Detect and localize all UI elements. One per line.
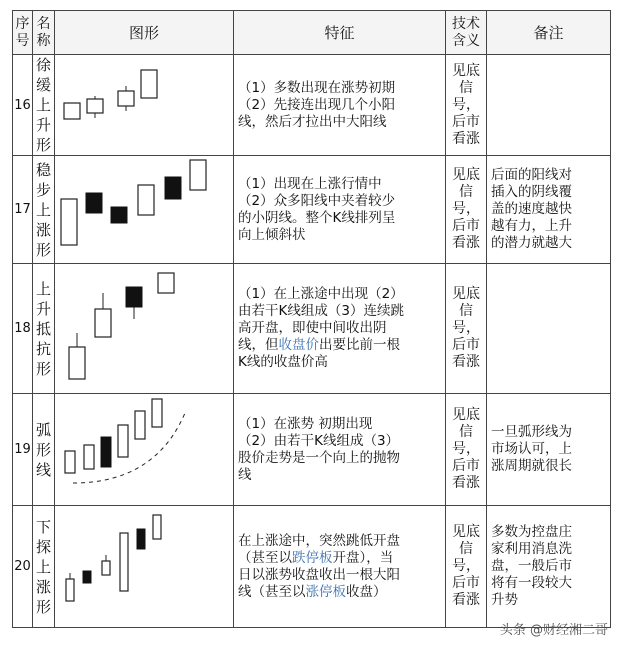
tech-meaning: 见底 信 号， 后市 看涨	[446, 394, 487, 506]
row-number: 20	[13, 506, 33, 628]
feature-text: 在上涨途中，突然跳低开盘 （甚至以跌停板开盘），当 日以涨势收盘收出一根大阳 线（甚至以涨停板收盘）	[234, 506, 446, 628]
feature-line-highlight: 线，但收盘价出要比前一根	[238, 337, 400, 353]
row-number: 17	[13, 156, 33, 264]
row-number: 18	[13, 264, 33, 394]
candlestick-chart-18	[55, 265, 234, 393]
pattern-name: 下 探 上 涨 形	[33, 506, 55, 628]
candlestick-chart-16	[55, 56, 234, 155]
tech-meaning: 见底 信 号， 后市 看涨	[446, 264, 487, 394]
candlestick-chart-20	[55, 507, 234, 627]
tech-meaning: 见底 信 号， 后市 看涨	[446, 55, 487, 156]
note-text: 多数为控盘庄 家利用消息洗 盘，一般后市 将有一段较大 升势	[487, 506, 611, 628]
pattern-name: 徐 缓 上 升 形	[33, 55, 55, 156]
header-note: 备注	[487, 11, 611, 55]
tech-meaning: 见底 信 号， 后市 看涨	[446, 156, 487, 264]
feature-line-highlight: （甚至以跌停板开盘），当	[238, 549, 394, 566]
feature-text: （1）在涨势 初期出现 （2）由若干K线组成（3） 股价走势是一个向上的抛物 线	[234, 394, 446, 506]
pattern-name: 弧 形 线	[33, 394, 55, 506]
tech-meaning: 见底 信 号， 后市 看涨	[446, 506, 487, 628]
table-row	[13, 506, 611, 628]
candlestick-figure	[55, 394, 234, 506]
header-name: 名称	[33, 11, 55, 55]
candlestick-figure	[55, 264, 234, 394]
header-row	[13, 11, 611, 55]
pattern-name: 上 升 抵 抗 形	[33, 264, 55, 394]
header-seq: 序号	[13, 11, 33, 55]
candlestick-chart-19	[55, 395, 234, 505]
feature-line-highlight: 线（甚至以涨停板收盘）	[238, 583, 387, 600]
candlestick-figure	[55, 55, 234, 156]
note-text	[487, 264, 611, 394]
header-feature: 特征	[234, 11, 446, 55]
watermark: 头条 @财经湘二哥	[499, 623, 608, 638]
feature-text: （1）多数出现在涨势初期 （2）先接连出现几个小阳 线，然后才拉出中大阳线	[234, 55, 446, 156]
header-tech: 技术含义	[446, 11, 487, 55]
table-row	[13, 394, 611, 506]
table-row	[13, 264, 611, 394]
highlight-limit-up[interactable]: 涨停板	[305, 583, 346, 600]
pattern-name: 稳 步 上 涨 形	[33, 156, 55, 264]
candlestick-figure	[55, 506, 234, 628]
table-row	[13, 55, 611, 156]
highlight-closing-price[interactable]: 收盘价	[278, 337, 319, 353]
highlight-limit-down[interactable]: 跌停板	[292, 549, 333, 566]
candlestick-figure	[55, 156, 234, 264]
feature-text: （1）出现在上涨行情中 （2）众多阳线中夹着较少 的小阴线。整个K线排列呈 向上倾斜状	[234, 156, 446, 264]
note-text: 一旦弧形线为 市场认可，上 涨周期就很长	[487, 394, 611, 506]
header-figure: 图形	[55, 11, 234, 55]
feature-text: （1）在上涨途中出现（2） 由若干K线组成（3）连续跳 高开盘，即使中间收出阴 线，但收盘价出要比前一根 K线的收盘价高	[234, 264, 446, 394]
pattern-table	[12, 10, 611, 628]
candlestick-chart-17	[55, 157, 234, 263]
note-text: 后面的阳线对 插入的阴线覆 盖的速度越快 越有力，上升 的潜力就越大	[487, 156, 611, 264]
row-number: 16	[13, 55, 33, 156]
table-row	[13, 156, 611, 264]
row-number: 19	[13, 394, 33, 506]
note-text	[487, 55, 611, 156]
